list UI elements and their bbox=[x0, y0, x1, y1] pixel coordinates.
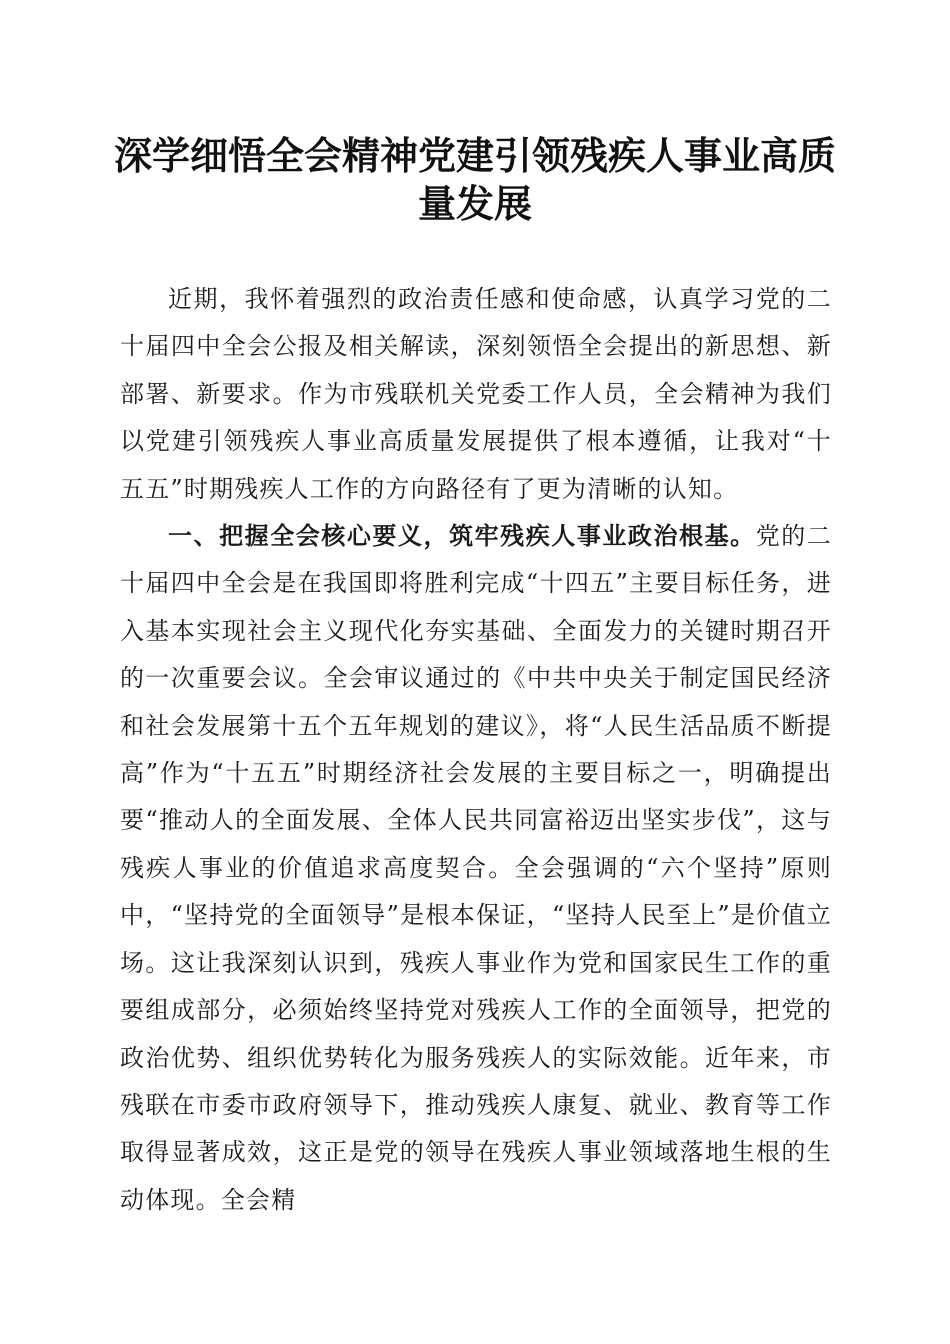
paragraph-section-one bbox=[120, 513, 832, 1224]
document-title: 深学细悟全会精神党建引领残疾人事业高质量发展 bbox=[113, 133, 836, 226]
paragraph-text: 党的二十届四中全会是在我国即将胜利完成“十四五”主要目标任务，进入基本实现社会主义现代化夯实基础、全面发力的关键时期召开的一次重要会议。全会审议通过的《中共中央关于制定国民经济和社会发展第十五个五年规划的建议》，将“人民生活品质不断提高”作为“十五五”时期经济社会发展的主要目标之一，明确提出要“推动人的全面发展、全体人民共同富裕迈出坚实步伐”，这与残疾人事业的价值追求高度契合。全会强调的“六个坚持”原则中，“坚持党的全面领导”是根本保证，“坚持人民至上”是价值立场。这让我深刻认识到，残疾人事业作为党和国家民生工作的重要组成部分，必须始终坚持党对残疾人工作的全面领导，把党的政治优势、组织优势转化为服务残疾人的实际效能。近年来，市残联在市委市政府领导下，推动残疾人康复、就业、教育等工作取得显著成效，这正是党的领导在残疾人事业领域落地生根的生动体现。全会精 bbox=[120, 522, 832, 1214]
document-body bbox=[120, 276, 832, 1224]
paragraph-intro bbox=[120, 276, 832, 513]
paragraph-text: 近期，我怀着强烈的政治责任感和使命感，认真学习党的二十届四中全会公报及相关解读，深刻领悟全会提出的新思想、新部署、新要求。作为市残联机关党委工作人员，全会精神为我们以党建引领残疾人事业高质量发展提供了根本遵循，让我对“十五五”时期残疾人工作的方向路径有了更为清晰的认知。 bbox=[120, 285, 832, 503]
section-heading: 一、把握全会核心要义，筑牢残疾人事业政治根基。 bbox=[168, 522, 756, 551]
